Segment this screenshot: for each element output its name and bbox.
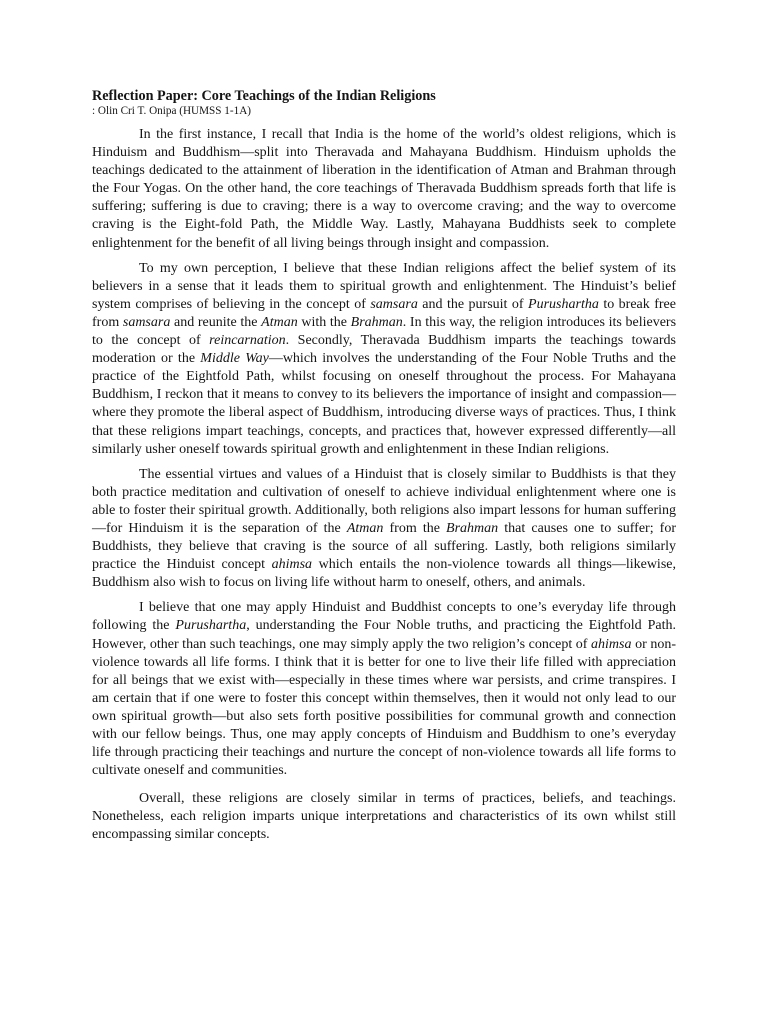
italic-term: Atman	[346, 520, 384, 536]
text-run: . In this way, the religion introduces its believers to the concept of	[92, 314, 677, 349]
text-run: , understanding the Four Noble truths, and practicing the Eightfold Path. However, other than such teachings, one may simply apply the two religion’s concept of	[92, 618, 676, 652]
text-run: . Secondly, Theravada Buddhism imparts the teachings towards moderation or the	[92, 333, 676, 367]
paragraph-5	[92, 790, 676, 844]
paragraph-1	[92, 126, 676, 253]
italic-term: Brahman	[350, 314, 403, 330]
italic-term: reincarnation	[209, 333, 286, 349]
text-run: I believe that one may apply Hinduist and Buddhist concepts to one’s everyday life through following the	[92, 600, 676, 634]
italic-term: samsara	[370, 296, 418, 312]
document-title: Reflection Paper: Core Teachings of the Indian Religions	[92, 88, 436, 104]
text-run: and reunite the	[170, 314, 262, 330]
paragraph-2	[92, 260, 676, 459]
italic-term: Middle Way	[200, 351, 269, 367]
italic-term: Brahman	[446, 520, 499, 536]
text-run: To my own perception, I believe that these Indian religions affect the belief system of its believers in a sense that it leads them to spiritual growth and enlightenment. The Hinduist’s belief system comprises of believing in the concept of	[92, 260, 676, 312]
italic-term: ahimsa	[591, 636, 632, 652]
text-run: —which involves the understanding of the Four Noble Truths and the practice of the Eightfold Path, whilst focusing on oneself throughout the process. For Mahayana Buddhism, I reckon that it means to convey to its believers the importance of insight and compassion—where they promote the liberal aspect of Buddhism, introducing diverse ways of practices. Thus, I think that these religions impart teachings, concepts, and practices that, however expressed differently—all similarly usher oneself towards spiritual growth and enlightenment in these Indian religions.	[92, 351, 676, 457]
italic-term: Atman	[261, 314, 298, 330]
italic-term: samsara	[122, 314, 171, 330]
text-run: with the	[297, 314, 351, 330]
paragraph-4	[92, 599, 676, 780]
italic-term: Purushartha	[528, 296, 599, 312]
text-run: and the pursuit of	[417, 296, 529, 312]
text-run: to break free from	[92, 296, 676, 330]
text-run: In the first instance, I recall that India is the home of the world’s oldest religions, which is Hinduism and Buddhism—split into Theravada and Mahayana Buddhism. Hinduism upholds the teachings dedicated to the attainment of liberation in the identification of Atman and Brahman through the Four Yogas. On the other hand, the core teachings of Theravada Buddhism spreads forth that life is suffering; suffering is due to craving; there is a way to overcome craving; and the way to overcome craving is the Eight-fold Path, the Middle Way. Lastly, Mahayana Buddhists seek to complete enlightenment for the benefit of all living beings through insight and compassion.	[92, 127, 676, 251]
text-run: The essential virtues and values of a Hinduist that is closely similar to Buddhists is that they both practice meditation and cultivation of oneself to achieve individual enlightenment where one is able to foster their spiritual growth. Additionally, both religions also impart lessons for human suffering—for Hinduism it is the separation of the	[92, 466, 676, 536]
author-line: : Olin Cri T. Onipa (HUMSS 1-1A)	[92, 105, 252, 117]
text-run: Overall, these religions are closely similar in terms of practices, beliefs, and teachings. Nonetheless, each religion imparts unique interpretations and characteristics of its own whilst still encompassing similar concepts.	[92, 791, 676, 843]
text-run: or non-violence towards all life forms. I think that it is better for one to live their life filled with appreciation for all beings that we exist with—especially in these times where war persists, and crime transpires. I am certain that if one were to foster this concept within themselves, then it would not only lead to our own spiritual growth—but also sets forth positive possibilities for communal growth and connection with our fellow beings. Thus, one may apply concepts of Hinduism and Buddhism to one’s everyday life through practicing their teachings and nurture the concept of non-violence towards all life forms to cultivate oneself and communities.	[92, 636, 676, 779]
text-run: from the	[383, 520, 447, 536]
text-run: that causes one to suffer; for Buddhists, they believe that craving is the source of all suffering. Lastly, both religions similarly practice the Hinduist concept	[92, 520, 677, 573]
text-run: which entails the non-violence towards all things—likewise, Buddhism also wish to focus on living life without harm to oneself, others, and animals.	[92, 557, 676, 591]
italic-term: Purushartha	[175, 618, 247, 634]
italic-term: ahimsa	[271, 557, 313, 573]
paragraph-3	[92, 466, 676, 593]
